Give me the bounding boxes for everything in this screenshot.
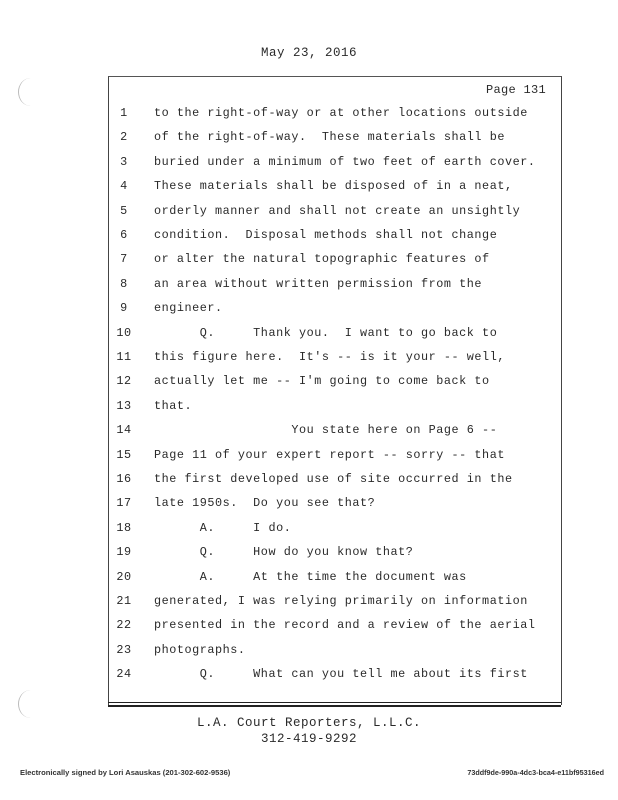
transcript-line bbox=[0, 228, 618, 248]
transcript-line bbox=[0, 667, 618, 687]
page-number: Page 131 bbox=[485, 83, 546, 97]
line-text: A. At the time the document was bbox=[154, 569, 467, 584]
line-text: Page 11 of your expert report -- sorry -- that bbox=[154, 447, 505, 462]
line-text: late 1950s. Do you see that? bbox=[154, 496, 376, 511]
transcript-line bbox=[0, 277, 618, 297]
line-number: 18 bbox=[116, 520, 132, 535]
line-number: 23 bbox=[116, 642, 132, 657]
line-text: or alter the natural topographic features of bbox=[154, 252, 490, 267]
transcript-line bbox=[0, 643, 618, 663]
transcript-line bbox=[0, 179, 618, 199]
transcript-line bbox=[0, 399, 618, 419]
transcript-line bbox=[0, 326, 618, 346]
line-number: 24 bbox=[116, 667, 132, 682]
transcript-line bbox=[0, 521, 618, 541]
transcript-line bbox=[0, 496, 618, 516]
line-text: that. bbox=[154, 398, 193, 413]
line-number: 3 bbox=[120, 154, 128, 169]
deposition-date: May 23, 2016 bbox=[260, 46, 357, 60]
transcript-line bbox=[0, 570, 618, 590]
court-reporter-name: L.A. Court Reporters, L.L.C. bbox=[196, 716, 422, 730]
transcript-line bbox=[0, 448, 618, 468]
transcript-line bbox=[0, 106, 618, 126]
transcript-line bbox=[0, 350, 618, 370]
transcript-line bbox=[0, 252, 618, 272]
line-text: A. I do. bbox=[154, 520, 292, 535]
line-number: 16 bbox=[116, 472, 132, 486]
hole-punch-mark-bottom bbox=[18, 690, 43, 718]
court-reporter-phone: 312-419-9292 bbox=[260, 732, 357, 746]
line-text: this figure here. It's -- is it your -- well, bbox=[154, 350, 505, 364]
line-number: 22 bbox=[116, 618, 132, 633]
line-text: orderly manner and shall not create an unsightly bbox=[154, 203, 521, 218]
transcript-bottom-rule-thick bbox=[108, 705, 561, 707]
transcript-line bbox=[0, 155, 618, 175]
line-number: 21 bbox=[116, 594, 132, 608]
line-number: 5 bbox=[120, 203, 128, 218]
line-number: 7 bbox=[120, 252, 128, 267]
line-number: 12 bbox=[116, 374, 132, 389]
hole-punch-mark-top bbox=[18, 78, 43, 106]
line-text: These materials shall be disposed of in a neat, bbox=[154, 179, 513, 194]
line-number: 8 bbox=[120, 276, 128, 291]
transcript-line bbox=[0, 472, 618, 492]
transcript-line bbox=[0, 423, 618, 443]
line-number: 15 bbox=[116, 447, 132, 462]
line-number: 1 bbox=[120, 106, 128, 120]
line-number: 20 bbox=[116, 569, 132, 584]
line-text: buried under a minimum of two feet of earth cover. bbox=[154, 154, 536, 169]
line-text: engineer. bbox=[154, 301, 223, 316]
line-number: 14 bbox=[116, 423, 132, 438]
line-number: 19 bbox=[116, 545, 132, 560]
transcript-line bbox=[0, 594, 618, 614]
line-text: Q. How do you know that? bbox=[154, 545, 414, 560]
document-hash-id: 73ddf9de-990a-4dc3-bca4-e11bf95316ed bbox=[467, 768, 604, 777]
line-number: 13 bbox=[116, 398, 132, 413]
transcript-line bbox=[0, 301, 618, 321]
line-number: 17 bbox=[116, 496, 132, 511]
line-text: actually let me -- I'm going to come back to bbox=[154, 374, 490, 389]
line-text: an area without written permission from the bbox=[154, 276, 483, 291]
line-number: 9 bbox=[120, 301, 128, 316]
line-text: the first developed use of site occurred in the bbox=[154, 472, 513, 486]
line-number: 4 bbox=[120, 179, 128, 194]
line-text: You state here on Page 6 -- bbox=[154, 423, 498, 438]
transcript-line bbox=[0, 130, 618, 150]
electronic-signature-note: Electronically signed by Lori Asauskas (201-302-602-9536) bbox=[20, 768, 231, 777]
line-text: generated, I was relying primarily on information bbox=[154, 594, 528, 608]
line-number: 10 bbox=[116, 325, 132, 340]
transcript-line bbox=[0, 374, 618, 394]
line-text: presented in the record and a review of the aerial bbox=[154, 618, 536, 633]
line-number: 2 bbox=[120, 130, 128, 145]
line-text: photographs. bbox=[154, 642, 246, 657]
line-number: 6 bbox=[120, 228, 128, 242]
transcript-line bbox=[0, 618, 618, 638]
line-text: Q. Thank you. I want to go back to bbox=[154, 325, 498, 340]
transcript-line bbox=[0, 545, 618, 565]
line-text: of the right-of-way. These materials shall be bbox=[154, 130, 505, 145]
line-text: condition. Disposal methods shall not change bbox=[154, 228, 498, 242]
line-text: to the right-of-way or at other locations outside bbox=[154, 106, 528, 120]
transcript-bottom-rule bbox=[108, 702, 561, 703]
line-text: Q. What can you tell me about its first bbox=[154, 667, 528, 682]
line-number: 11 bbox=[116, 350, 132, 364]
transcript-line bbox=[0, 204, 618, 224]
